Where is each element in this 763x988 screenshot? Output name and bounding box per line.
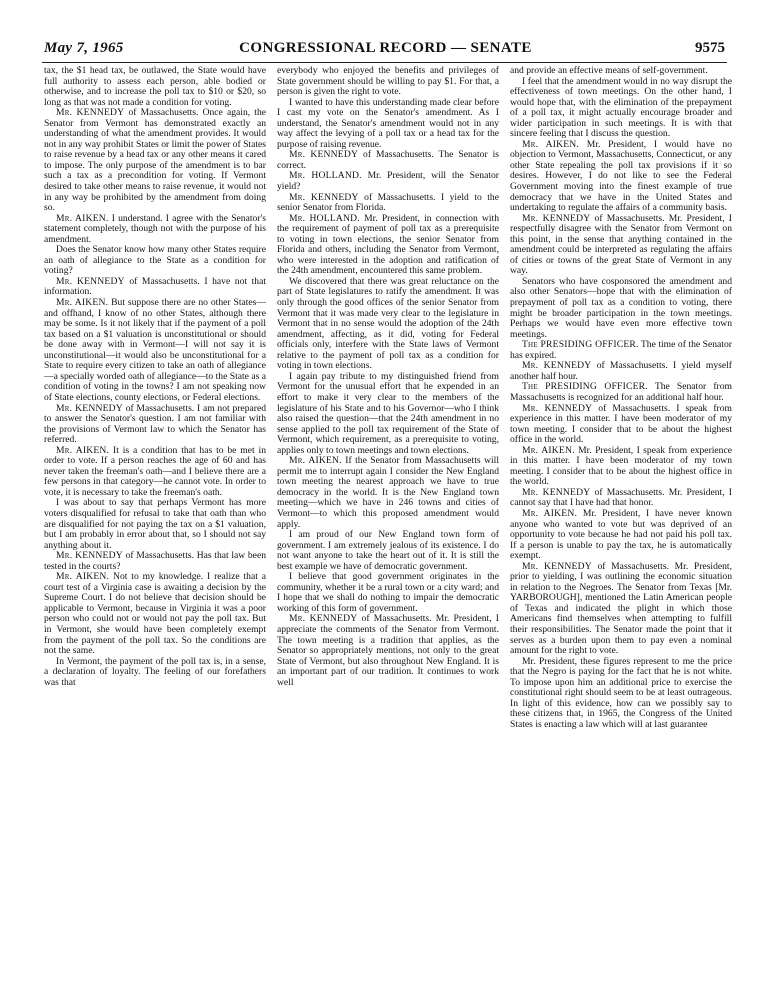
paragraph [277,193,499,214]
speaker-name: Mr. AIKEN. [56,212,109,224]
paragraph [510,404,732,446]
paragraph-text: I wanted to have this understanding made clear before I cast my vote on the Senator's amendment. As I understand, the Senator's amendment would not in any way affect the levying of a poll tax or a head tax for the purpose of raising revenue. [277,96,499,150]
paragraph [510,340,732,361]
header-page-number: 9575 [695,40,725,56]
paragraph-text: We discovered that there was great reluctance on the part of State legislatures to ratify the amendment. It was only through the good offices of the senior Senator from Vermont that it was made very clear to the legislature in Vermont that in no sense would the adoption of the 24th amendment, affecting, as it did, voting for Federal officials only, interfere with the State laws of Vermont relative to the payment of poll tax as a condition for voting in town elections. [277,275,499,372]
paragraph [510,140,732,214]
column-2 [277,66,499,968]
speaker-name: Mr. AIKEN. [56,444,110,456]
paragraph [44,298,266,403]
paragraph [44,277,266,298]
paragraph-text: Mr. President, I have never known anyone who wanted to vote but was deprived of an opportunity to vote because he had not paid his poll tax. If a person is unable to pay the tax, he is automatically exempt. [510,507,732,562]
paragraph [44,404,266,446]
paragraph [510,382,732,403]
speaker-name: Mr. AIKEN. [522,507,578,519]
paragraph-text: of Massachusetts. Once again, the Senator from Vermont has demonstrated exactly an understanding of what the amendment provides. It would not in any way prohibit States or limit the power of States to raise revenue by a head tax or any other means it cared to impose. The only purpose of the amendment is to bar such a tax as a precondition for voting. If Vermont desired to take other means to raise revenue, it would not in any way be prohibited by the amendment from doing so. [44,107,266,214]
paragraph-text: everybody who enjoyed the benefits and privileges of State government should be willing to pay $1. For that, a person is given the right to vote. [277,66,499,98]
paragraph-text: The Senator from Massachusetts is recognized for an additional half hour. [510,381,732,403]
paragraph [510,509,732,562]
paragraph-text: I was about to say that perhaps Vermont has more voters disqualified for refusal to take that oath than who are disqualified for not paying the tax on a $1 valuation, but I am probably in error about that, so I should not say anything about it. [44,497,266,551]
paragraph-text: I believe that good government originates in the community, whether it be a rural town or a city ward; and I hope that we shall do nothing to impair the democratic working of this form of government. [277,571,499,614]
paragraph-text: The time of the Senator has expired. [510,339,732,361]
speaker-name: Mr. KENNEDY [522,486,591,498]
paragraph-text: If the Senator from Massachusetts will permit me to interrupt again I consider the New England town meeting the nearest approach we have to true democracy in the world. It is the New England town meeting—which we have in 246 towns and cities of Vermont—to which this proposed amendment would apply. [277,455,499,530]
paragraph-text: Mr. President, will the Senator yield? [277,170,499,193]
paragraph-text: of Massachusetts. Has that law been tested in the courts? [44,550,266,572]
paragraph-text: and provide an effective means of self-government. [510,66,708,76]
page-header [40,40,731,64]
speaker-name: Mr. KENNEDY [522,212,591,224]
paragraph-text: of Massachusetts. I speak from experience in this matter. I have been moderator of my town meeting. I consider that to be about the highest office in the world. [510,402,732,446]
paragraph [44,245,266,277]
paragraph [277,98,499,151]
text-columns [44,66,732,968]
paragraph [510,277,732,340]
paragraph-text: Does the Senator know how many other States require an oath of allegiance to the State as a condition for voting? [44,244,266,277]
paragraph [44,572,266,656]
header-rule [42,62,727,63]
speaker-name: Mr. KENNEDY [56,550,123,562]
paragraph-text: Senators who have cosponsored the amendment and also other Senators—hope that with the elimination of prepayment of poll tax as a condition to voting, there might be broader participation in the town meetings. Perhaps we would have even more effective town meetings. [510,275,732,340]
paragraph [44,498,266,551]
paragraph [510,361,732,382]
paragraph-text: But suppose there are no other States—and offhand, I know of no other States, although there may be some. Is it not likely that if the payment of a poll tax based on a $1 valuation is unconstitutional or should be done away with in Vermont—I will not say it is unconstitutional—it would also be unconstitutional for a State to require every citizen to take an oath of allegiance—a specially worded oath of allegiance—to the State as a condition of voting in the towns? I am not speaking now of State elections, county elections, or Federal elections. [44,297,266,403]
column-3 [510,66,732,968]
paragraph-text: I again pay tribute to my distinguished friend from Vermont for the unusual effort that he expended in an effort to make it very clear to the members of the legislature of his State and to his Governor—who I think also raised the question—that the 24th amendment in no sense applied to the poll tax requirement of the State of Vermont, which requirement, as a prerequisite to voting, applies only to town meetings and town elections. [277,370,499,456]
paragraph-text: tax, the $1 head tax, be outlawed, the State would have full authority to assess each person, able bodied or otherwise, and to increase the poll tax to $10 or $20, so long as that was not made a condition for voting. [44,66,266,108]
paragraph-text: of Massachusetts. The Senator is correct. [277,149,499,171]
paragraph [277,572,499,614]
speaker-name: Mr. KENNEDY [522,402,593,414]
paragraph-text: I feel that the amendment would in no way disrupt the effectiveness of town meetings. On the other hand, I would hope that, with the elimination of the prepayment of a poll tax, it might actually encourage broader and wider participation in such meetings. It is with that sincere feeling that I discuss the question. [510,75,732,140]
paragraph-text: of Massachusetts. I am not prepared to answer the Senator's question. I am not familiar with the provisions of Vermont law to which the Senator has referred. [44,402,266,446]
paragraph [277,614,499,688]
speaker-name: Mr. KENNEDY [522,360,592,372]
speaker-name: Mr. KENNEDY [56,402,123,414]
column-1 [44,66,266,968]
paragraph-text: I understand. I agree with the Senator's statement completely, though not with the purpose of his amendment. [44,212,266,245]
speaker-name: Mr. KENNEDY [56,107,125,119]
speaker-name: The PRESIDING OFFICER. [522,339,639,351]
speaker-name: Mr. HOLLAND. [289,212,360,224]
paragraph [277,372,499,456]
speaker-name: Mr. KENNEDY [522,560,592,572]
speaker-name: Mr. AIKEN. [522,138,580,150]
paragraph [44,66,266,108]
speaker-name: Mr. AIKEN. [56,297,109,309]
paragraph [510,214,732,277]
paragraph-text: of Massachusetts. Mr. President, I cannot say that I have had that honor. [510,486,732,509]
paragraph-text: of Massachusetts. Mr. President, I appreciate the comments of the Senator from Vermont. The town meeting is a tradition that applies, as the Senator so appropriately mentions, not only to the great State of Vermont, but also throughout New England. It is an important part of our tradition. It continues to work well [277,613,499,688]
paragraph-text: Mr. President, in connection with the requirement of payment of poll tax as a prerequisite to voting in town elections, the senior Senator from Florida and others, including the Senator from Vermont, who were interested in the adoption and ratification of the 24th amendment, encountered this same problem. [277,212,499,277]
speaker-name: Mr. KENNEDY [289,149,359,161]
paragraph [510,77,732,140]
paragraph-text: Not to my knowledge. I realize that a court test of a Virginia case is awaiting a decision by the Supreme Court. I do not believe that decision should be applicable to Vermont, because in Virginia it was a poor person who could not or would not pay the poll tax. But in Vermont, she would have been completely exempt from the payment of the poll tax. So the conditions are not the same. [44,571,266,657]
paragraph-text: of Massachusetts. Mr. President, prior to yielding, I was outlining the economic situation in relation to the Negroes. The Senator from Texas [Mr. YARBOROUGH], mentioned the Latin American people of Texas and indicated the plight in which those Americans find themselves when attempting to fulfill their responsibilities. The Senator made the point that it serves as a burden upon them to pay even a nominal amount for the right to vote. [510,560,732,657]
paragraph [44,551,266,572]
header-date: May 7, 1965 [44,40,124,56]
paragraph-text: Mr. President, I would have no objection to Vermont, Massachusetts, Connecticut, or any other State repealing the poll tax provisions if it so desires. However, I do not like to see the Federal Government moving into the finest example of true democracy that we have in the United States and undertaking to regulate the affairs of a community basis. [510,138,732,214]
speaker-name: Mr. AIKEN. [522,444,575,456]
paragraph-text: It is a condition that has to be met in order to vote. If a person reaches the age of 60 and has never taken the freeman's oath—and I believe there are a few persons in that category—he cannot vote. In order to vote, it is necessary to take the freeman's oath. [44,444,266,498]
paragraph [44,657,266,689]
paragraph [44,108,266,213]
speaker-name: The PRESIDING OFFICER. [522,381,648,393]
header-title: CONGRESSIONAL RECORD — SENATE [239,40,532,56]
paragraph [277,456,499,530]
speaker-name: Mr. AIKEN. [289,455,342,467]
paragraph-text: I am proud of our New England town form of government. I am extremely jealous of its existence. I do not want anyone to take the heart out of it. It is still the best example we have of democratic government. [277,529,499,572]
speaker-name: Mr. KENNEDY [289,191,359,203]
paragraph [277,530,499,572]
speaker-name: Mr. KENNEDY [56,275,125,287]
paragraph-text: Mr. President, these figures represent to me the price that the Negro is paying for the fact that he is not white. To impose upon him an additional price to exercise the constitutional right should seem to be at least outrageous. In light of this evidence, how can we possibly say to these citizens that, in 1965, the Congress of the United States is enacting a law which will at last guarantee [510,655,732,730]
paragraph [44,446,266,499]
paragraph-text: of Massachusetts. Mr. President, I respectfully disagree with the Senator from Vermont on this point, in the sense that anything contained in the amendment could be interpreted as regulating the affairs of cities or towns of the great State of Vermont in any way. [510,212,732,277]
paragraph [510,657,732,731]
paragraph [510,488,732,509]
paragraph-text: In Vermont, the payment of the poll tax is, in a sense, a declaration of loyalty. The feeling of our forefathers was that [44,655,266,688]
paragraph [277,171,499,192]
paragraph [277,66,499,98]
paragraph [44,214,266,246]
paragraph [510,446,732,488]
speaker-name: Mr. HOLLAND. [289,170,362,182]
paragraph [277,214,499,277]
speaker-name: Mr. AIKEN. [56,571,110,583]
paragraph-text: of Massachusetts. I yield to the senior Senator from Florida. [277,191,499,214]
speaker-name: Mr. KENNEDY [289,613,358,625]
paragraph [510,562,732,657]
paragraph-text: Mr. President, I speak from experience in this matter. I have been moderator of my town meeting. I consider that to be about the highest office in the world. [510,444,732,488]
paragraph-text: of Massachusetts. I have not that information. [44,275,266,298]
paragraph [277,277,499,372]
paragraph-text: of Massachusetts. I yield myself another half hour. [510,360,732,382]
paragraph [277,150,499,171]
